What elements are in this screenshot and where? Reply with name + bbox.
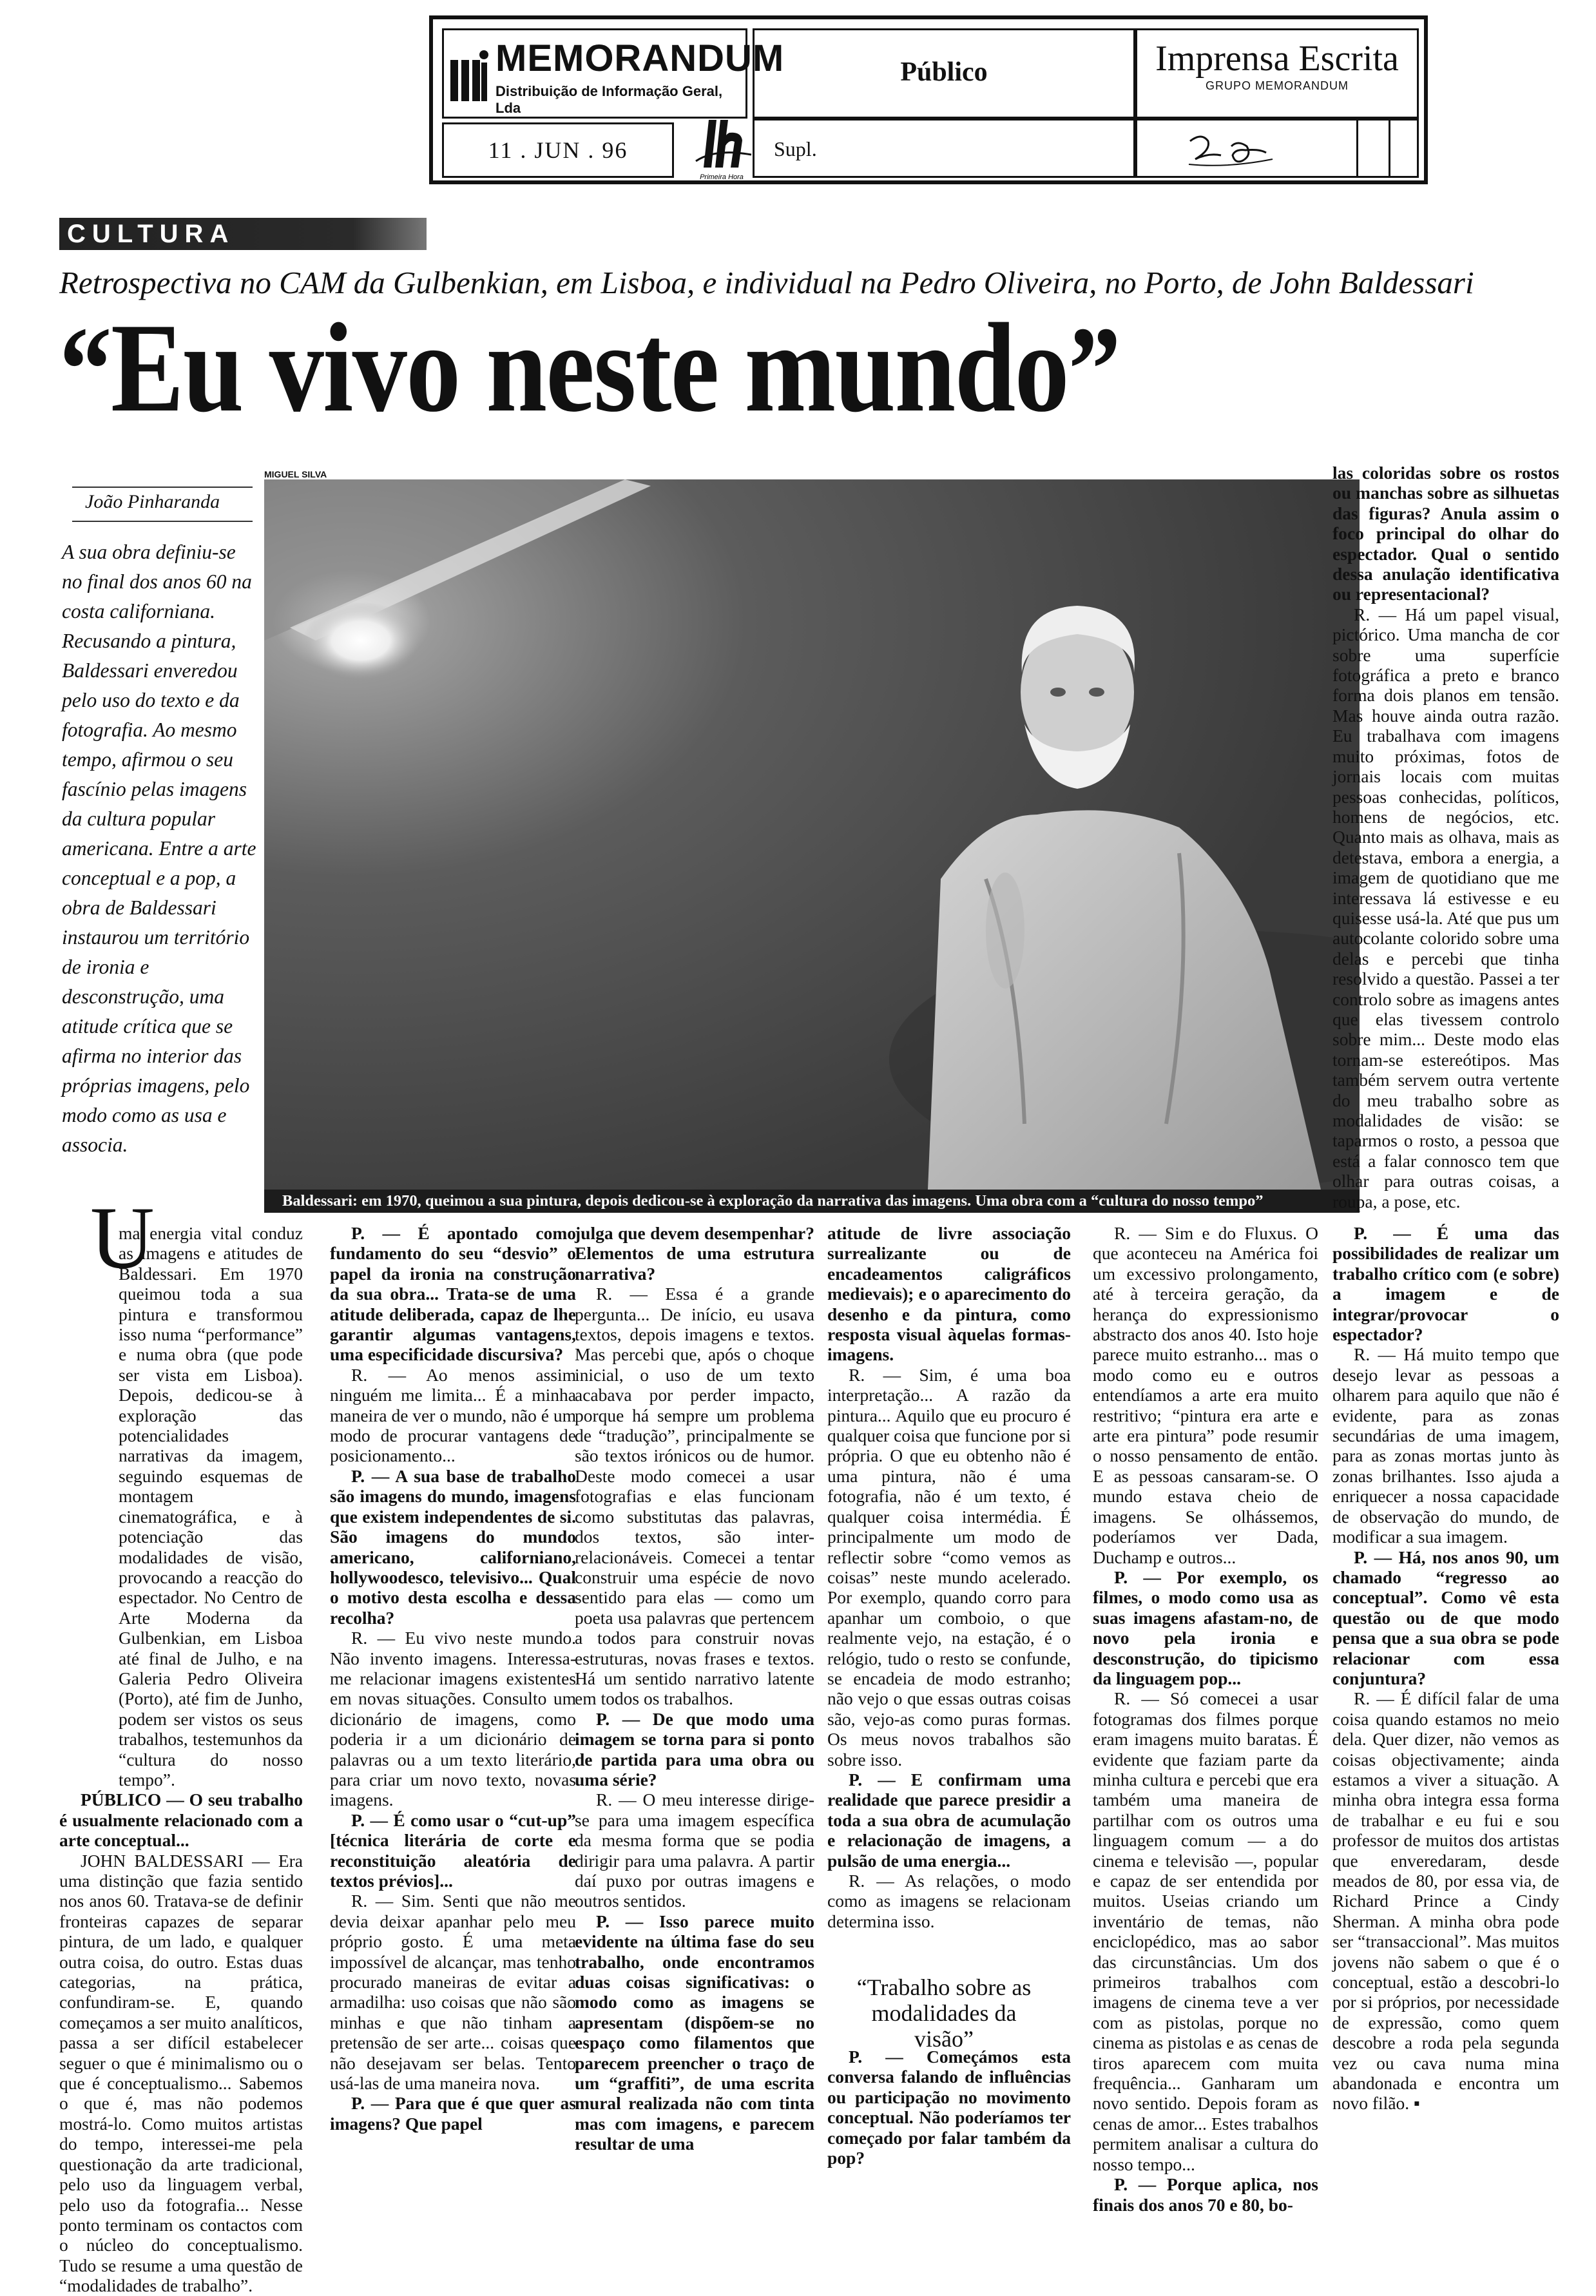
answer-text: R. — Só comecei a usar fotogramas dos filmes porque eram imagens muito baratas. É evidente que faziam parte da minha cultura e percebi que era também uma maneira de partilhar com os outros uma linguagem comum — a do cinema e televisão —, popular e capaz de ser entendida por muitos. Useias criando um inventário de temas, não enciclopédico, mas ao sabor das circunstâncias. Um dos primeiros trabalhos com imagens de cinema teve a ver com as pistolas, porque no cinema as pistolas e as cenas de tiros aparecem com muita frequência... Ganharam um novo sentido. Depois foram as cenas de amor... Estes trabalhos permitem analisar a cultura do nosso tempo... (1093, 1688, 1318, 2174)
article-column-3 (575, 1223, 814, 2154)
question-text: PÚBLICO — O seu trabalho é usualmente relacionado com a arte conceptual... (59, 1790, 303, 1851)
drop-cap: U (90, 1188, 155, 1287)
question-text: P. — Porque aplica, nos finais dos anos 70 e 80, bo- (1093, 2174, 1318, 2215)
question-text: P. — A sua base de trabalho são imagens do mundo, imagens que existem independentes de si. São imagens do mundo americano, californiano, hollywoodesco, televisivo... Qual o motivo desta escolha e dessa recolha? (330, 1465, 576, 1628)
supplement-label: Supl. (774, 137, 817, 160)
article-kicker: Retrospectiva no CAM da Gulbenkian, em Lisboa, e individual na Pedro Oliveira, no Porto, de John Baldessari (59, 265, 1474, 300)
headline-text: Eu vivo neste mundo (110, 297, 1068, 438)
photo-caption: Baldessari: em 1970, queimou a sua pintura, depois dedicou-se à exploração da narrativa das imagens. Uma obra com a “cultura do nosso tempo” (264, 1190, 1360, 1213)
agency-subtitle: Distribuição de Informação Geral, Lda (495, 83, 723, 116)
question-text: P. — Por exemplo, os filmes, o modo como usa as suas imagens afastam-no, de novo pela ironia e desconstrução, do tipicismo da linguagem pop... (1093, 1567, 1318, 1688)
press-type-title: Imprensa Escrita (1155, 39, 1399, 79)
clipping-date: 11 . JUN . 96 (442, 122, 674, 178)
question-text: P. — Para que é que quer as imagens? Que papel (330, 2093, 576, 2134)
answer-text: R. — Ao menos assim ninguém me limita... É a minha maneira de ver o mundo, não é um modo de procurar vantagens de posicionamento... (330, 1364, 576, 1466)
author-rule (72, 521, 253, 522)
answer-text: R. — As relações, o modo como as imagens se relacionam determina isso. (827, 1871, 1071, 1931)
press-type-subtitle: GRUPO MEMORANDUM (1206, 79, 1349, 92)
article-column-4-end (827, 2047, 1071, 2168)
answer-text: R. — Sim, é uma boa interpretação... A razão da pintura... Aquilo que eu procuro é qualquer coisa que funcione por si própria. O que eu obtenho não é uma pintura, não é uma fotografia, não é um texto, é qualquer coisa intermédia. É principalmente um modo de reflectir sobre “como vemos as coisas” neste mundo acelerado. Por exemplo, quando corro para apanhar um comboio, o que realmente vejo, na estação, é o relógio, tudo o resto se confunde, se encadeia de modo estranho; não vejo o que essas outras coisas são, vejo-as como puras formas. Os meus novos trabalhos são sobre isso. (827, 1364, 1072, 1770)
memorandum-logo-icon (450, 46, 489, 101)
question-text: P. — Isso parece muito evidente na última fase do seu trabalho, onde encontramos duas coisas significativas: o modo como as imagens se apresentam (dispõem-se no espaço como filamentos que parecem preencher o traço de um “graffiti”, de uma escrita mural realizada não com tinta mas com imagens, e parecem resultar de uma (575, 1911, 814, 2154)
answer-text: R. — Eu vivo neste mundo. Não invento imagens. Interessa-me relacionar imagens existentes em novas situações. Consulto um dicionário de imagens, como poderia ir a um dicionário de palavras ou a um texto literário, para criar um novo texto, novas imagens. (330, 1628, 576, 1810)
primeira-hora-label: Primeira Hora (700, 173, 744, 181)
author-rule (72, 487, 253, 488)
baldessari-portrait-image (264, 479, 1360, 1190)
question-text: P. — Há, nos anos 90, um chamado “regresso ao conceptual”. Como vê esta questão ou de que modo pensa que a sua obra se pode relacionar com essa conjuntura? (1332, 1547, 1559, 1688)
supplement-box (753, 119, 1135, 178)
headline-close-quote: ” (1068, 302, 1120, 438)
question-text: P. — É como usar o “cut-up” [técnica literária de corte e reconstituição aleatória de textos prévios]... (330, 1809, 576, 1891)
article-column-5 (1093, 1223, 1318, 2215)
agency-name: MEMORANDUM (495, 37, 785, 79)
answer-text: R. — Sim. Senti que não me devia deixar apanhar pelo meu próprio gosto. É uma meta impossível de alcançar, mas tenho procurado maneiras de evitar a armadilha: uso coisas que não são minhas e que não tinham a pretensão de ser arte... coisas que não desejavam ser belas. Tento usá-las de uma maneira nova. (330, 1891, 576, 2094)
answer-text: JOHN BALDESSARI — Era uma distinção que fazia sentido nos anos 60. Tratava-se de definir fronteiras capazes de separar pintura, de um lado, e qualquer outra coisa, do outro. Estas duas categorias, na prática, confundiram-se. E, quando começamos a ser muito analíticos, passa a ser difícil estabelecer seguer o que é minimalismo ou o que é conceptualismo... Sabemos o que é, mas não podemos mostrá-lo. Como muitos artistas do tempo, interessei-me pela questionação da arte tradicional, pelo uso da linguagem verbal, pelo uso da fotografia... Nesse ponto terminam os contactos com o núcleo do conceptualismo. Tudo se resume a uma questão de “modalidades de trabalho”. (59, 1850, 303, 2296)
handwritten-page-number-icon (1176, 127, 1292, 172)
agency-box (442, 28, 785, 119)
answer-text: R. — O meu interesse dirige-se para uma imagem específica da mesma forma que se podia dirigir para uma palavra. A partir daí puxo por outras imagens e outros sentidos. (575, 1790, 814, 1911)
question-text: P. — Começámos esta conversa falando de influências ou participação no movimento conceptual. Não poderíamos ter começado por falar também da pop? (827, 2047, 1071, 2168)
pull-quote: “Trabalho sobre as modalidades da visão” (856, 1974, 1032, 2052)
article-column-2 (330, 1223, 576, 2134)
question-text: julga que devem desempenhar? Elementos de uma estrutura narrativa? (575, 1223, 814, 1284)
question-text: P. — E confirmam uma realidade que parece presidir a toda a sua obra de acumulação e relacionação de imagens, a pulsão de uma energia... (827, 1769, 1071, 1871)
article-column-right (1332, 463, 1559, 1211)
answer-text: R. — Sim e do Fluxus. O que aconteceu na América foi um excessivo prolongamento, até à terceira geração, da herança do expressionismo abstracto dos anos 40. Isto hoje parece muito estranho... mas o modo como eu e outros entendíamos a arte era muito restritivo; “pintura era arte e arte era pintura” pode resumir o nosso pensamento de então. E as pessoas cansaram-se. O mundo estava cheio de imagens. Se olhássemos, poderíamos ver Dada, Duchamp e outros... (1093, 1223, 1318, 1567)
article-lead: A sua obra definiu-se no final dos anos 60 na costa californiana. Recusando a pintura, Baldessari enveredou pelo uso do texto e da fotografia. Ao mesmo tempo, afirmou o seu fascínio pelas imagens da cultura popular americana. Entre a arte conceptual e a pop, a obra de Baldessari instaurou um território de ironia e desconstrução, uma atitude crítica que se afirma no interior das próprias imagens, pelo modo como as usa e associa. (62, 541, 256, 1156)
page-number-divider (1356, 121, 1358, 176)
question-text: P. — É apontado como fundamento do seu “desvio” o papel da ironia na construção da sua obra... Trata-se de uma atitude deliberada, capaz de lhe garantir algumas vantagens, uma especificidade discursiva? (330, 1223, 576, 1365)
question-text: P. — É uma das possibilidades de realizar um trabalho crítico com (e sobre) a imagem e de integrar/provocar o espectador? (1332, 1223, 1559, 1345)
press-type-box (1135, 28, 1419, 119)
clipping-header (429, 15, 1428, 184)
question-text: las coloridas sobre os rostos ou manchas sobre as silhuetas das figuras? Anula assim o foco principal do olhar do espectador. Qual o sentido dessa anulação identificativa ou representacional? (1332, 463, 1559, 604)
article-column-4 (827, 1223, 1071, 1931)
section-label: CULTURA (67, 220, 235, 248)
primeira-hora-logo-icon (689, 116, 754, 183)
headline-open-quote: “ (59, 302, 111, 438)
intro-text: ma energia vital conduz as imagens e atitudes de Baldessari. Em 1970 queimou toda a sua pintura e transformou isso numa “performance” e numa obra (que pode ser vista em Lisboa). Depois, dedicou-se à exploração das potencialidades narrativas da imagem, seguindo esquemas de montagem cinematográfica, e à potenciação das modalidades de visão, provocando a reacção do espectador. No Centro de Arte Moderna da Gulbenkian, em Lisboa até final de Julho, e na Galeria Pedro Oliveira (Porto), até fim de Junho, podem ser vistos os seus trabalhos, testemunhos da “cultura do nosso tempo”. (119, 1223, 303, 1790)
question-text: atitude de livre associação surrealizante ou de encadeamentos caligráficos medievais); e o aparecimento do desenho e da pintura, como resposta visual àquelas formas-imagens. (827, 1223, 1071, 1365)
question-text: P. — De que modo uma imagem se torna para si ponto de partida para uma obra ou uma série? (575, 1708, 814, 1790)
article-headline (59, 297, 1120, 438)
page-number-divider (1389, 121, 1390, 176)
answer-text: R. — Essa é a grande pergunta... De início, eu usava textos, depois imagens e textos. Mas percebi que, após o choque inicial, o uso de um texto acabava por perder impacto, porque há sempre um problema de “tradução”, principalmente se são textos irónicos ou de humor. Deste modo comecei a usar fotografias e elas funcionam como substitutas das palavras, dos textos, são inter-relacionáveis. Comecei a tentar construir uma espécie de novo sentido para elas — como um poeta usa palavras que pertencem a todos para construir novas estruturas, novas frases e textos. Há um sentido narrativo latente em todos os trabalhos. (575, 1284, 814, 1709)
article-author: João Pinharanda (85, 491, 220, 512)
answer-text: R. — Há muito tempo que desejo levar as pessoas a olharem para aquilo que não é evidente, para as zonas secundárias de uma imagem, para as zonas mortas junto às zonas brilhantes. Isso ajuda a enriquecer a nossa capacidade de observação do mundo, de modificar a sua imagem. (1332, 1344, 1559, 1547)
page-number-box (1135, 119, 1419, 178)
publication-name: Público (753, 28, 1135, 119)
answer-text: R. — Há um papel visual, pictórico. Uma mancha de cor sobre uma superfície fotográfica a preto e branco forma dois planos em tensão. Mas houve ainda outra razão. Eu trabalhava com imagens muito próximas, fotos de jornais locais com muitas pessoas conhecidas, políticos, homens de negócios, etc. Quanto mais as olhava, mais as detestava, embora a energia, a imagem de quotidiano que me interessava lá estivesse e eu quisesse usá-la. Até que pus um autocolante colorido sobre uma delas e percebi que tinha resolvido a questão. Passei a ter controlo sobre as imagens antes que elas tivessem controlo sobre mim... Deste modo elas tornam-se estereótipos. Mas também servem outra vertente do meu trabalho sobre as modalidades de visão: se taparmos o rosto, a pessoa que está a falar connosco tem que olhar para outras coisas, a roupa, a pose, etc. (1332, 604, 1559, 1211)
article-column-1 (59, 1223, 303, 2296)
photo-credit: MIGUEL SILVA (264, 469, 327, 479)
article-photo (264, 479, 1360, 1190)
answer-text: R. — É difícil falar de uma coisa quando estamos no meio dela. Quer dizer, não vemos as coisas objectivamente; ainda estamos a viver a situação. A minha obra integra essa forma de trabalhar e eu fui e sou professor de muitos dos artistas que enveredaram, desde meados de 80, por essa via, de Richard Prince a Cindy Sherman. A minha obra pode ser “transaccional”. Mas muitos jovens não sabem o que é o conceptual, estão a descobri-lo por si próprios, por necessidade de expressão, como quem descobre a roda pela segunda vez ou cava numa mina abandonada e encontra um novo filão. ▪ (1332, 1688, 1559, 2114)
article-column-6 (1332, 1223, 1559, 2114)
